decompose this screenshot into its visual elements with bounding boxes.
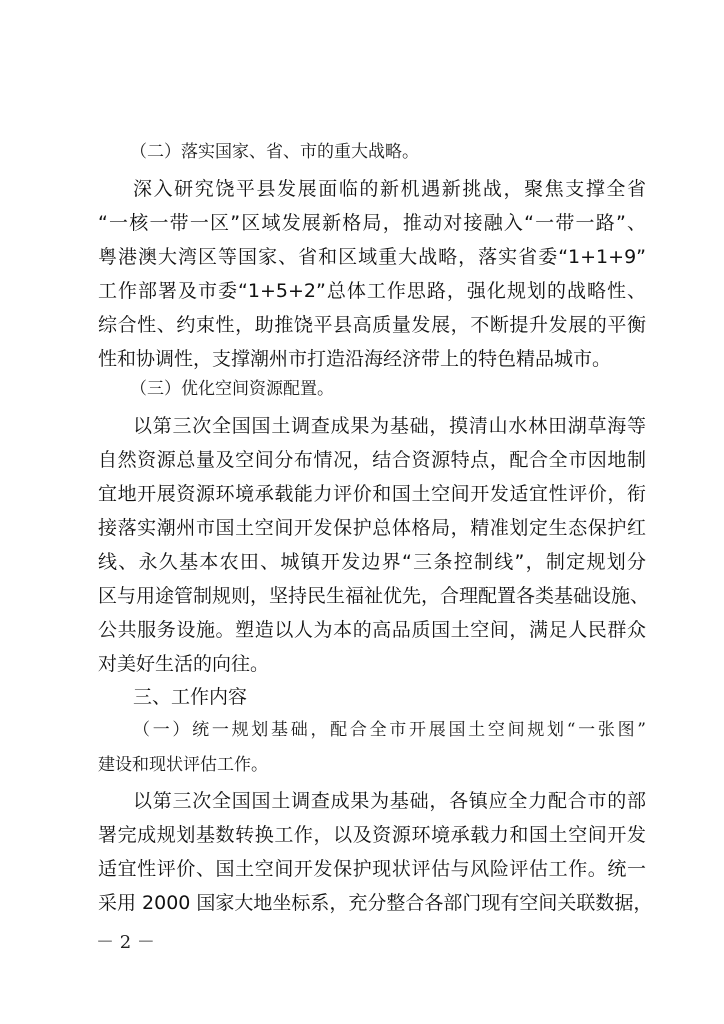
- paragraph-line: 接落实潮州市国土空间开发保护总体格局，精准划定生态保护红: [98, 517, 646, 539]
- paragraph-line: 采用 2000 国家大地坐标系，充分整合各部门现有空间关联数据，: [98, 892, 653, 914]
- paragraph-line: 性和协调性，支撑潮州市打造沿海经济带上的特色精品城市。: [98, 348, 612, 370]
- paragraph-line: 署完成规划基数转换工作，以及资源环境承载力和国土空间开发: [98, 824, 646, 846]
- paragraph-line: 深入研究饶平县发展面临的新机遇新挑战，聚焦支撑全省: [133, 178, 646, 200]
- paragraph-line: 以第三次全国国土调查成果为基础，摸清山水林田湖草海等: [133, 415, 646, 437]
- paragraph-line: 粤港澳大湾区等国家、省和区域重大战略，落实省委“1+1+9”: [98, 246, 646, 268]
- section-heading-3: 三、工作内容: [133, 686, 248, 708]
- sub-heading-3-1-line: 建设和现状评估工作。: [98, 755, 268, 775]
- section-heading-2-3: （三）优化空间资源配置。: [130, 379, 334, 399]
- paragraph-line: 区与用途管制规则，坚持民生福祉优先，合理配置各类基础设施、: [98, 585, 650, 607]
- paragraph-line: “一核一带一区”区域发展新格局，推动对接融入“一带一路”、: [98, 212, 646, 234]
- page-number: － 2 －: [96, 932, 155, 953]
- paragraph-line: 综合性、约束性，助推饶平县高质量发展，不断提升发展的平衡: [98, 314, 646, 336]
- paragraph-line: 公共服务设施。塑造以人为本的高品质国土空间，满足人民群众: [98, 619, 646, 641]
- sub-heading-3-1-line: （一）统一规划基础，配合全市开展国土空间规划“一张图”: [133, 720, 646, 740]
- paragraph-line: 以第三次全国国土调查成果为基础，各镇应全力配合市的部: [133, 790, 646, 812]
- paragraph-line: 对美好生活的向往。: [98, 653, 270, 675]
- paragraph-line: 宜地开展资源环境承载能力评价和国土空间开发适宜性评价，衔: [98, 483, 646, 505]
- paragraph-line: 线、永久基本农田、城镇开发边界“三条控制线”，制定规划分: [98, 551, 646, 573]
- paragraph-line: 自然资源总量及空间分布情况，结合资源特点，配合全市因地制: [98, 449, 646, 471]
- paragraph-line: 适宜性评价、国土空间开发保护现状评估与风险评估工作。统一: [98, 858, 646, 880]
- section-heading-2-2: （二）落实国家、省、市的重大战略。: [130, 142, 419, 162]
- paragraph-line: 工作部署及市委“1+5+2”总体工作思路，强化规划的战略性、: [98, 280, 646, 302]
